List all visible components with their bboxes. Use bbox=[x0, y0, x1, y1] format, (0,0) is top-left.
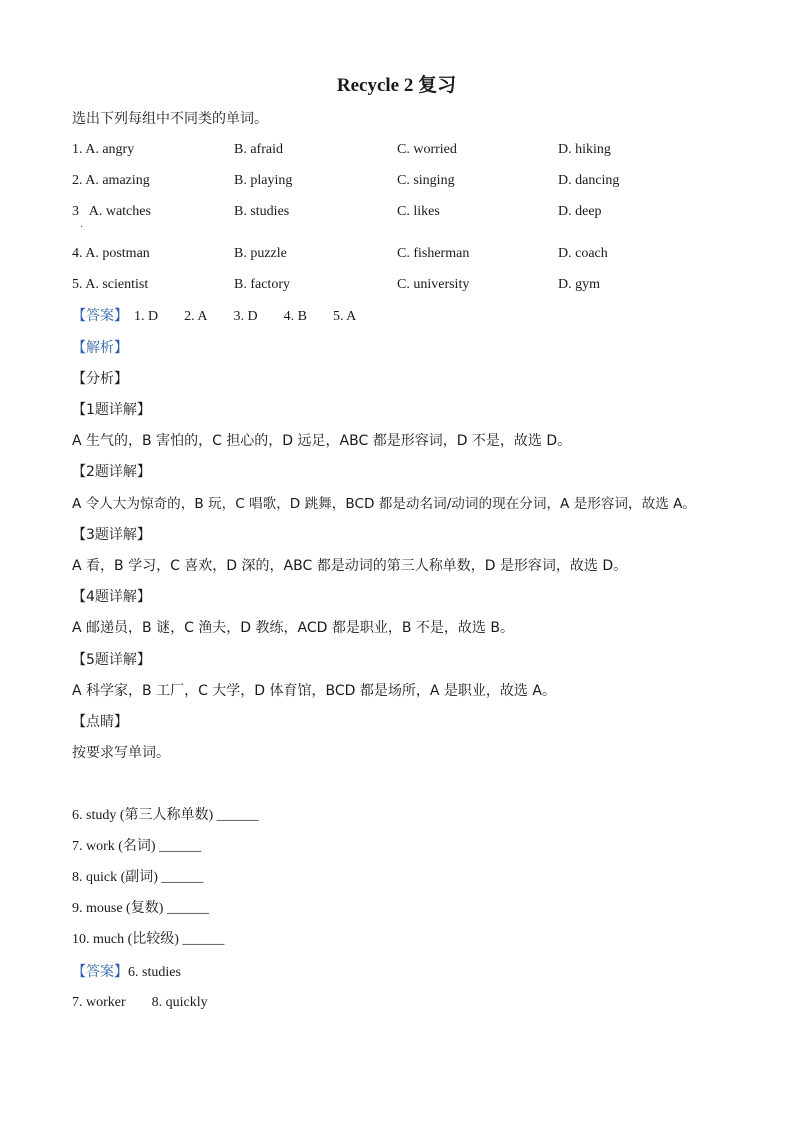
q2-option-d: D. dancing bbox=[558, 173, 620, 188]
q4-option-b: B. puzzle bbox=[234, 246, 287, 261]
answer-line-2 bbox=[72, 963, 181, 982]
page-title: Recycle 2 复习 bbox=[336, 75, 457, 96]
instruction-2: 按要求写单词。 bbox=[72, 745, 170, 761]
detail-3-text: A 看，B 学习，C 喜欢，D 深的，ABC 都是动词的第三人称单数，D 是形容词，故选 D。 bbox=[72, 558, 628, 574]
q3-option-d: D. deep bbox=[558, 204, 602, 219]
q3-option-c: C. likes bbox=[397, 204, 440, 219]
q5-option-c: C. university bbox=[397, 277, 470, 292]
question-9: 9. mouse (复数) ______ bbox=[72, 901, 209, 916]
q5-option-a: 5. A. scientist bbox=[72, 277, 149, 292]
answer-line-1 bbox=[72, 307, 382, 326]
q2-option-a: 2. A. amazing bbox=[72, 173, 150, 188]
detail-1-text: A 生气的，B 害怕的，C 担心的，D 远足，ABC 都是形容词，D 不是，故选 D。 bbox=[72, 433, 572, 449]
detail-5-heading: 【5题详解】 bbox=[72, 652, 151, 668]
q4-option-d: D. coach bbox=[558, 246, 608, 261]
q1-option-a: 1. A. angry bbox=[72, 142, 135, 157]
answer-tag: 【答案】 bbox=[72, 308, 128, 324]
q2-option-c: C. singing bbox=[397, 173, 455, 188]
dianjing-heading: 【点睛】 bbox=[72, 714, 128, 730]
q5-option-b: B. factory bbox=[234, 277, 290, 292]
instruction-1: 选出下列每组中不同类的单词。 bbox=[72, 111, 268, 127]
detail-4-heading: 【4题详解】 bbox=[72, 589, 151, 605]
detail-4-text: A 邮递员，B 谜，C 渔夫，D 教练，ACD 都是职业，B 不是，故选 B。 bbox=[72, 620, 514, 636]
question-7: 7. work (名词) ______ bbox=[72, 839, 202, 854]
fenxi-heading: 【分析】 bbox=[72, 371, 128, 387]
q4-option-c: C. fisherman bbox=[397, 246, 470, 261]
answer-item: 3. D bbox=[233, 309, 258, 324]
detail-2-heading: 【2题详解】 bbox=[72, 464, 151, 480]
answer-line-3 bbox=[72, 994, 208, 1012]
answer-item: 6. studies bbox=[128, 965, 181, 980]
q3-option-a: 3 A. watches bbox=[72, 204, 151, 219]
answer-item: 7. worker bbox=[72, 995, 126, 1010]
question-6: 6. study (第三人称单数) ______ bbox=[72, 808, 259, 823]
q3-option-b: B. studies bbox=[234, 204, 290, 219]
detail-5-text: A 科学家，B 工厂，C 大学，D 体育馆，BCD 都是场所，A 是职业，故选 A。 bbox=[72, 683, 556, 699]
q5-option-d: D. gym bbox=[558, 277, 600, 292]
answer-tag: 【答案】 bbox=[72, 964, 128, 980]
answer-item: 8. quickly bbox=[151, 995, 208, 1010]
question-10: 10. much (比较级) ______ bbox=[72, 932, 225, 947]
q1-option-b: B. afraid bbox=[234, 142, 283, 157]
stray-dot: · bbox=[80, 222, 84, 233]
q1-option-c: C. worried bbox=[397, 142, 457, 157]
question-8: 8. quick (副词) ______ bbox=[72, 870, 204, 885]
answer-item: 1. D bbox=[134, 309, 159, 324]
detail-1-heading: 【1题详解】 bbox=[72, 402, 151, 418]
q2-option-b: B. playing bbox=[234, 173, 293, 188]
jiexi-heading: 【解析】 bbox=[72, 340, 128, 356]
answer-item: 5. A bbox=[332, 309, 357, 324]
q1-option-d: D. hiking bbox=[558, 142, 611, 157]
answer-item: 2. A bbox=[184, 309, 208, 324]
detail-3-heading: 【3题详解】 bbox=[72, 527, 151, 543]
q4-option-a: 4. A. postman bbox=[72, 246, 150, 261]
detail-2-text: A 令人大为惊奇的，B 玩，C 唱歌，D 跳舞，BCD 都是动名词/动词的现在分词，A 是形容词，故选 A。 bbox=[72, 496, 697, 512]
answer-item: 4. B bbox=[283, 309, 307, 324]
